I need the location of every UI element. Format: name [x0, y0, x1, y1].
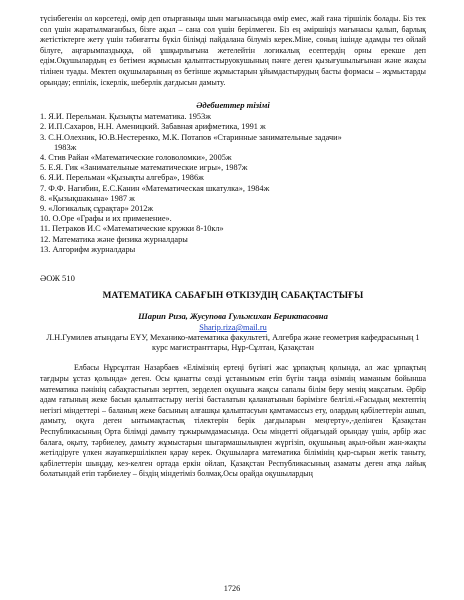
- author-email-link[interactable]: Sharip.riza@mail.ru: [199, 323, 267, 332]
- udc-code: ӘОЖ 510: [40, 273, 75, 283]
- reference-item: 3. С.Н.Олехник, Ю.В.Нестеренко, М.К. Потапов «Старинные занимательные задачи»: [40, 132, 342, 142]
- reference-item: 11. Петраков И.С «Математические кружки 8-10кл»: [40, 224, 224, 234]
- reference-item: 10. О.Оре «Графы и их применение».: [40, 214, 172, 224]
- reference-item: 8. «Қызықшакына» 1987 ж: [40, 193, 135, 203]
- reference-item: 2. И.П.Сахаров, Н.Н. Аменицкий. Забавная арифметика, 1991 ж: [40, 122, 266, 132]
- article-title: МАТЕМАТИКА САБАҒЫН ӨТКІЗУДІҢ САБАҚТАСТЫҒЫ: [102, 291, 364, 301]
- reference-item: 13. Алгорифм журналдары: [40, 244, 136, 254]
- reference-item: 5. Е.Я. Гик «Занимательные математические игры», 1987ж: [40, 163, 248, 173]
- reference-item-continuation: 1983ж: [54, 142, 77, 152]
- article-body-paragraph: Елбасы Нұрсұлтан Назарбаев «Елімізнің ертеңі бүгінгі жас ұрпақтың қолында, ал жас ұрпақтың тағдыры ұстаз қолында» деген. Осы қанатты сөзді ұстанымым етіп бүгін таңда өзімнің маманым бойынша математика пәнінің сабақтастығын зерттеп, зерделеп оқушыға жақсы сапалы білім беру менің мақсатым. Әрбір адам ғатының жеке басын қалыптастыру негізі басталатын қаланатынын бәрімізге белгілі.«Ғасыдың мектептің негізгі міндеттері – баланың жеке басының алғашқы қалыптасуын қамтамассыз ету, олардың қабілеттерін ашып, дамыту, оқуға деген ынтымақтастық тілектерін берік дағдыларын меңгерту»,-делінген Қазақстан Республикасының Орта білімді дамыту тұжырымдамасында. Осы міндетті ойдағыдай орындау үшін, әрбір жас балаға, оқыту, тәрбиелеу, дамыту жұмыстарын шыгармашылықпен жүргізіп, оқушының ақыл-ойын жан-жақты жетілдіруге үлкен жауапкершілікпен қарау керек. Оқушыларға математика білімінің қыр-сырын жетік таныту, қабілеттерін шыңдау, кез-келген ортада еркін ойлап, Қазақстан Республикасының азаматы деген атқа лайық болатындай етіп тәрбиелеу – біздің міндетіміз болмақ.Осы орайда оқушылардың: [40, 363, 426, 479]
- intro-paragraph: түсінбегенін ол көрсетеді, өмір деп отырғаныңы шын мағынасында өмір емес, жай ғана тіршілік болады. Біз тек сол үшін жаратылмағанбыз, бізге ақыл – сана сол үшін берілмеген. Біз ең әміршіңіз мағынасы қалып, барлық жетістіктерге жету үшін тәбиғатты бүкіл білімді пайдалана білуміз керек.Міне, соның ішінде адамды тез ойлай білуге, аңғарымпаздыққа, ой ұшқырлығына жетелейтін логикалық есептердің орны ерекше деп едім.Оқушылардың ез бетімен жұмысын қалыптастыруокушының пәнге деген қызығушылығынан және жақсы тілінен туады. Мектеп оқушыларының өз бетінше жұмыстарын ұйымдастырудың басты формасы – жұмыстарды орындау; еппілік, іскерлік, шеберлік дағдысын дамыту.: [40, 14, 426, 87]
- reference-item: 1. Я.И. Перельман. Қызықты математика. 1953ж: [40, 112, 211, 122]
- reference-item: 4. Стив Райан «Математические головоломки», 2005ж: [40, 152, 232, 162]
- reference-list: [40, 112, 426, 255]
- reference-item: 6. Я.И. Перельман «Қызықты алгебра», 1986ж: [40, 173, 204, 183]
- reference-item: 9. «Логикалық сұрақтар» 2012ж: [40, 203, 154, 213]
- page-content: [40, 14, 426, 480]
- reference-item: 7. Ф.Ф. Нагибин, Е.С.Канин «Математическая шкатулка», 1984ж: [40, 183, 270, 193]
- page-number: 1726: [223, 584, 241, 593]
- author-affiliation: Л.Н.Гумилев атындағы ЕҰУ, Механико-математика факультеті, Алгебра және геометрия кафедрасының 1 курс магистранттары, Нұр-Сұлтан, Қазақстан: [46, 333, 420, 353]
- literature-heading: Әдебиеттер тізімі: [196, 100, 270, 111]
- article-authors: Шарип Риза, Жусупова Гульжихан Бериктасовна: [138, 311, 328, 321]
- reference-item: 12. Математика және физика журналдары: [40, 234, 188, 244]
